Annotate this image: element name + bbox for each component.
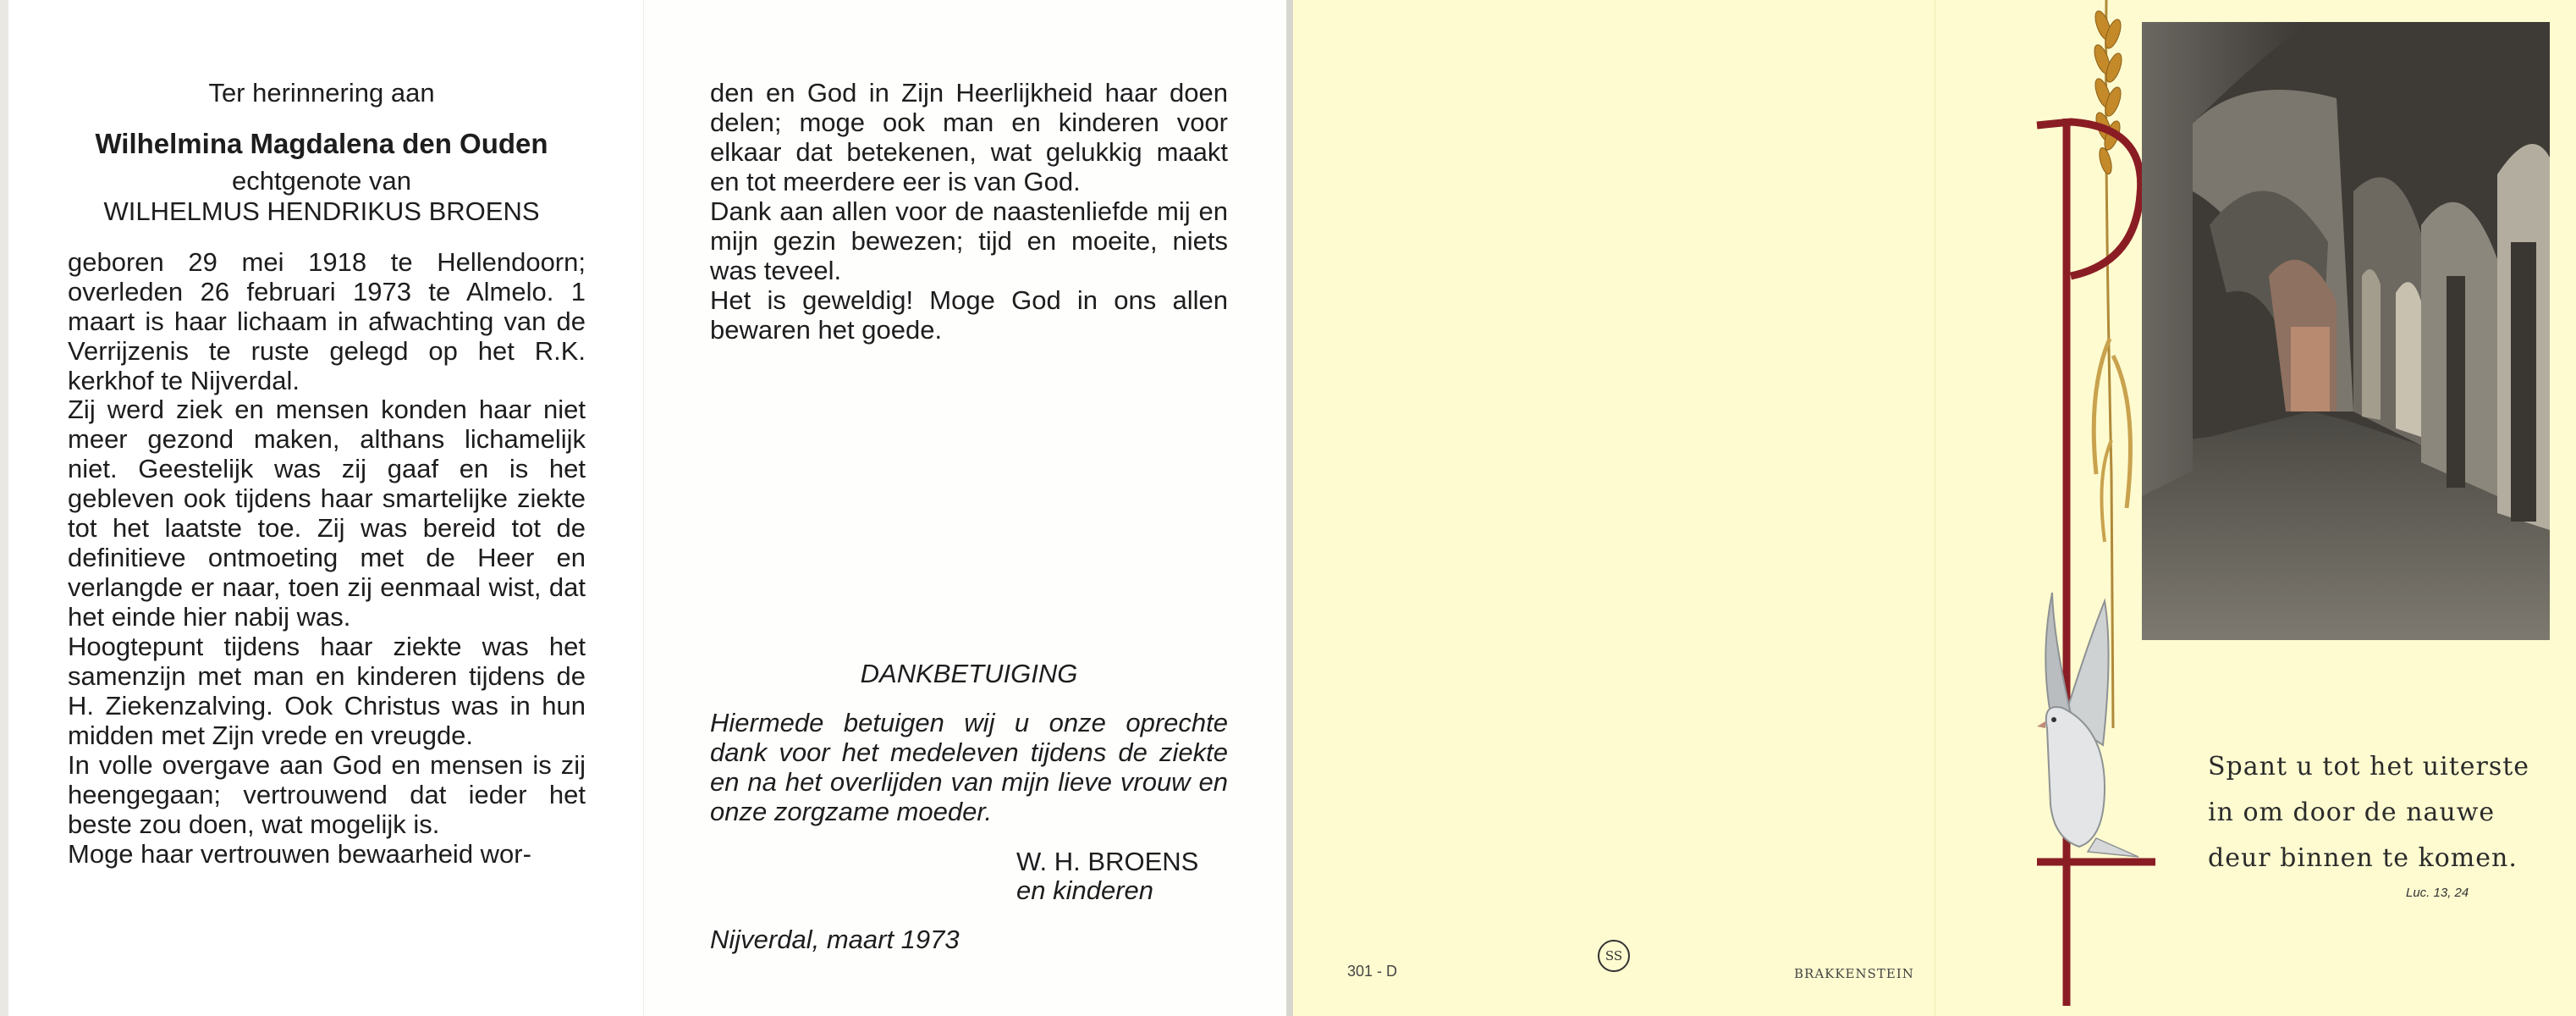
quote-line: Spant u tot het uiterste <box>2208 752 2530 781</box>
husband-name: WILHELMUS HENDRIKUS BROENS <box>103 196 540 226</box>
thanks-text: Hiermede betuigen wij u onze oprechte dank voor het medeleven tijdens de ziekte en na het overlijden van mijn lieve vrouw en onze zorgzame moeder. <box>710 708 1228 826</box>
memorial-paragraph: Moge haar vertrouwen bewaarheid wor- <box>68 839 531 869</box>
print-number: 301 - D <box>1347 963 1398 980</box>
memorial-paragraph: Zij werd ziek en mensen konden haar niet meer gezond maken, althans lichamelijk niet. Geestelijk was zij gaaf en is het gebleven ook tijdens haar smartelijke ziekte tot het laatste toe. Zij was bereid tot de definitieve ontmoeting met de Heer en verlangde er naar, toen zij eenmaal wist, dat het einde hier nabij was. <box>68 395 586 632</box>
life-dates: geboren 29 mei 1918 te Hellendoorn; overleden 26 februari 1973 te Almelo. 1 maart is haar lichaam in afwachting van de Verrijzenis te ruste gelegd op het R.K. kerkhof te Nijverdal. <box>68 247 586 395</box>
scan-gap <box>1286 0 1293 1016</box>
chi-rho-wheat-dove-emblem-icon <box>1986 0 2155 1016</box>
spouse-label: echtgenote van <box>231 166 411 196</box>
quote-line: in om door de nauwe <box>2208 798 2496 827</box>
quote-line: deur binnen te komen. <box>2208 843 2518 873</box>
memorial-continuation <box>710 78 1228 345</box>
memorial-text <box>68 395 586 869</box>
publisher-logo-icon <box>1598 940 1630 972</box>
signer-name: W. H. BROENS <box>1016 847 1199 876</box>
publisher-name: BRAKKENSTEIN <box>1794 966 1914 981</box>
signer-family: en kinderen <box>1016 875 1154 905</box>
continuation-paragraph: den en God in Zijn Heerlijkheid haar doen delen; moge ook man en kinderen voor elkaar dat betekenen, wat gelukkig maakt en tot meerdere eer is van God. <box>710 78 1228 196</box>
cover-front-panel <box>1935 0 2576 1016</box>
intro-line: Ter herinnering aan <box>208 78 435 108</box>
continuation-paragraph: Het is geweldig! Moge God in ons allen bewaren het goede. <box>710 285 1228 345</box>
card-left-panel <box>8 0 643 1016</box>
deceased-name: Wilhelmina Magdalena den Ouden <box>95 128 548 159</box>
card-right-panel <box>643 0 1287 1016</box>
continuation-paragraph: Dank aan allen voor de naastenliefde mij en mijn gezin bewezen; tijd en moeite, niets was teveel. <box>710 196 1228 285</box>
place-date: Nijverdal, maart 1973 <box>710 925 960 954</box>
memorial-paragraph: In volle overgave aan God en mensen is zij heengegaan; vertrouwend dat ieder het beste zou doen, wat mogelijk is. <box>68 750 586 839</box>
thanks-heading: DANKBETUIGING <box>860 659 1078 688</box>
memorial-paragraph: Hoogtepunt tijdens haar ziekte was het samenzijn met man en kinderen tijdens de H. Ziekenzalving. Ook Christus was in hun midden met Zijn vrede en vreugde. <box>68 632 586 750</box>
quote-reference: Luc. 13, 24 <box>2406 886 2469 900</box>
logo-text: SS <box>1604 948 1623 964</box>
cloister-arcade-photo-icon <box>2142 22 2550 640</box>
cover-back-panel <box>1293 0 1935 1016</box>
